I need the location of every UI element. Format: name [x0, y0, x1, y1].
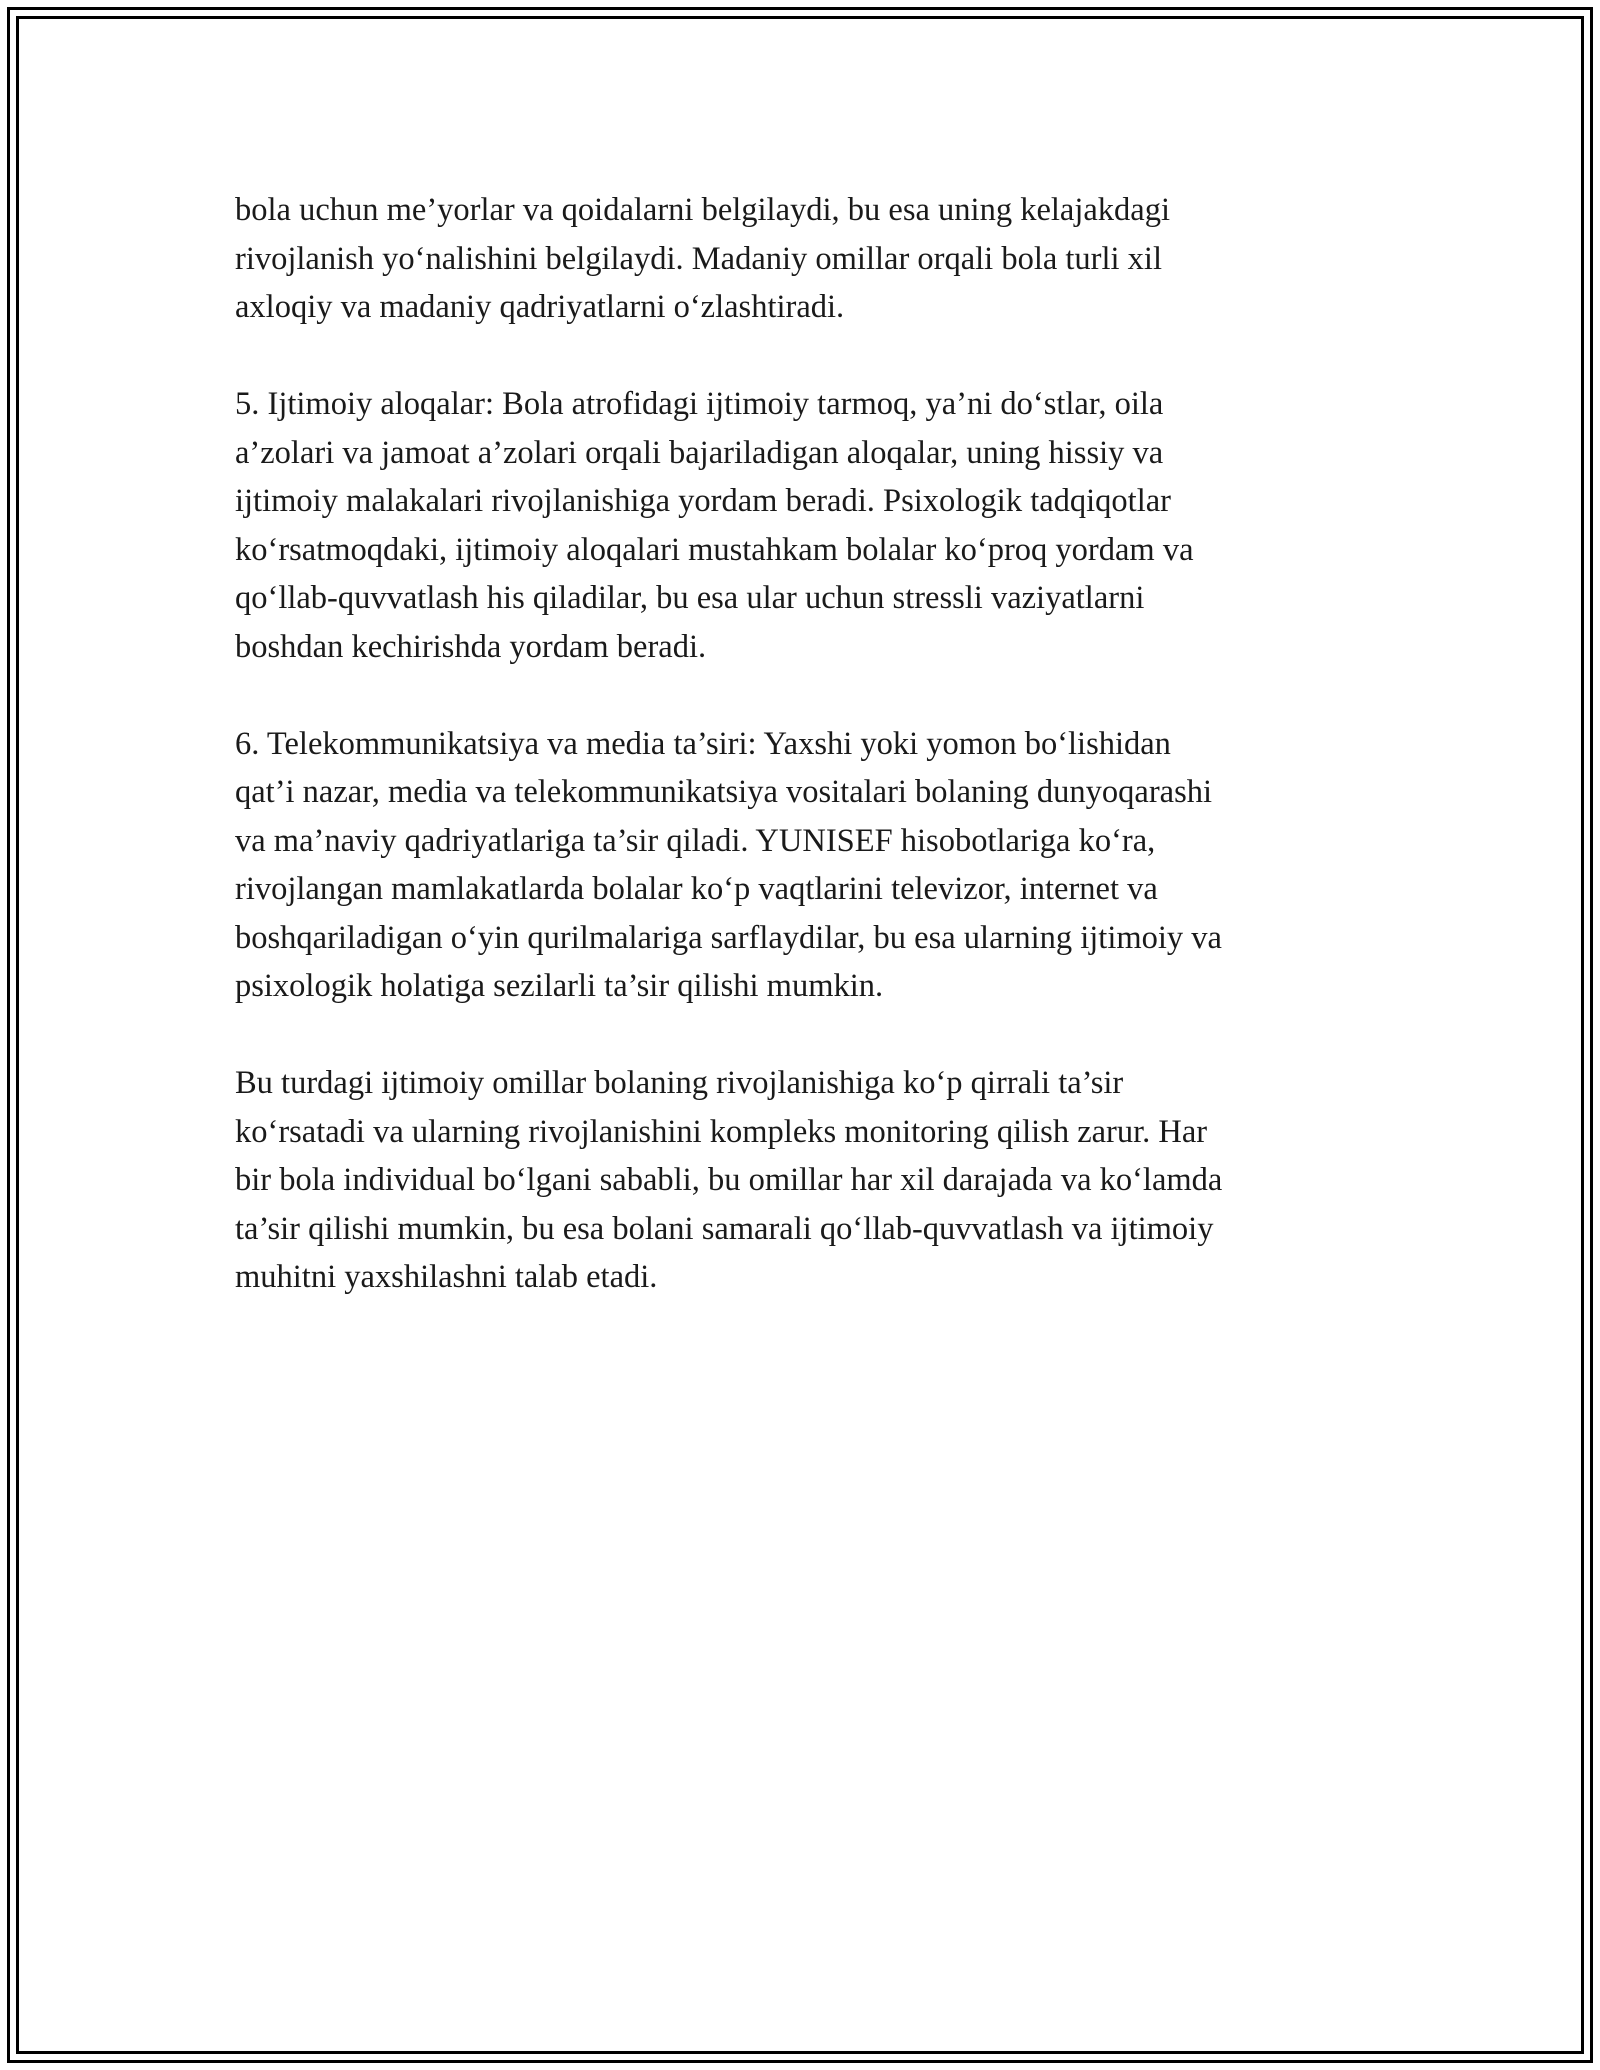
paragraph-cultural-factors-continued: bola uchun me’yorlar va qoidalarni belgilaydi, bu esa uning kelajakdagi rivojlanish yo‘nalishini belgilaydi. Madaniy omillar orqali bola turli xil axloqiy va madaniy qadriyatlarni o‘zlashtiradi. [235, 192, 1170, 325]
paragraph-media-influence: 6. Telekommunikatsiya va media ta’siri: Yaxshi yoki yomon bo‘lishidan qat’i nazar, media va telekommunikatsiya vositalari bolaning dunyoqarashi va ma’naviy qadriyatlariga ta’sir qiladi. YUNISEF hisobotlariga ko‘ra, rivojlangan mamlakatlarda bolalar ko‘p vaqtlarini televizor, internet va boshqariladigan o‘yin qurilmalariga sarflaydilar, bu esa ularning ijtimoiy va psixologik holatiga sezilarli ta’sir qilishi mumkin. [235, 725, 1222, 1004]
paragraph-conclusion: Bu turdagi ijtimoiy omillar bolaning rivojlanishiga ko‘p qirrali ta’sir ko‘rsatadi va ularning rivojlanishini kompleks monitoring qilish zarur. Har bir bola individual bo‘lgani sababli, bu omillar har xil darajada va ko‘lamda ta’sir qilishi mumkin, bu esa bolani samarali qo‘llab-quvvatlash va ijtimoiy muhitni yaxshilashni talab etadi. [235, 1065, 1223, 1295]
document-body [235, 186, 1375, 1350]
paragraph-social-connections: 5. Ijtimoiy aloqalar: Bola atrofidagi ijtimoiy tarmoq, ya’ni do‘stlar, oila a’zolari va jamoat a’zolari orqali bajariladigan aloqalar, uning hissiy va ijtimoiy malakalari rivojlanishiga yordam beradi. Psixologik tadqiqotlar ko‘rsatmoqdaki, ijtimoiy aloqalari mustahkam bolalar ko‘proq yordam va qo‘llab-quvvatlash his qiladilar, bu esa ular uchun stressli vaziyatlarni boshdan kechirishda yordam beradi. [235, 386, 1194, 665]
